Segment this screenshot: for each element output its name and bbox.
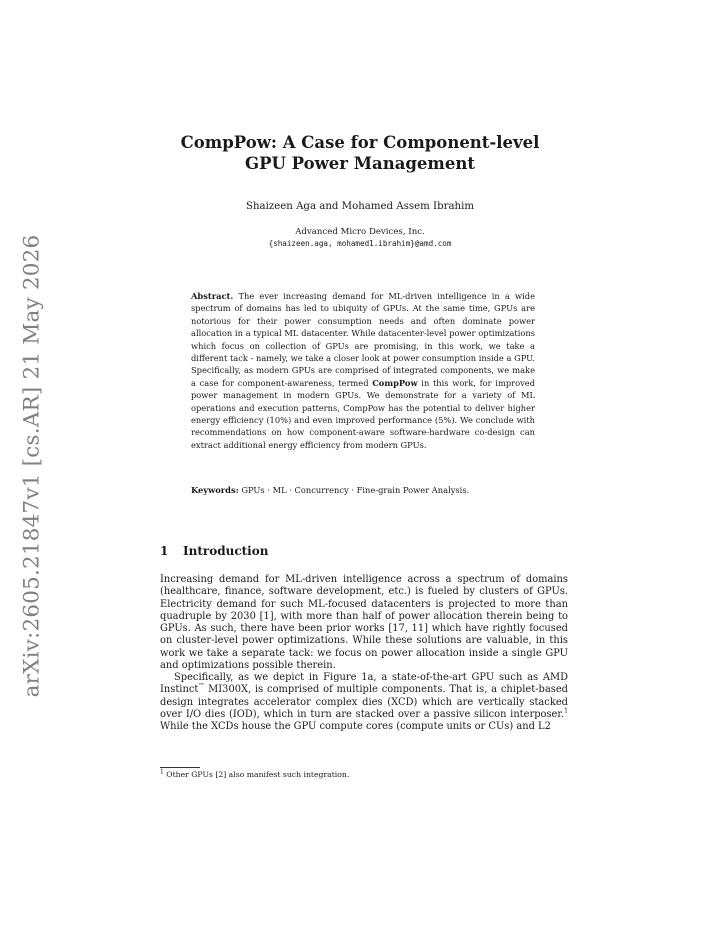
trademark-mark: ™ [198,682,205,690]
keywords-label: Keywords: [191,485,239,495]
abstract-text-before: The ever increasing demand for ML-driven intelligence in a wide spectrum of domains has led to ubiquity of GPUs. At the same time, GPUs are notorious for their power consumption needs and often dominate power allocation in a typical ML datacenter. While datacenter-level power optimizations which focus on collection of GPUs are promising, in this work, we take a different tack - namely, we take a closer look at power consumption inside a GPU. Specifically, as modern GPUs are comprised of integrated components, we make a case for component-awareness, termed [191,291,535,388]
paragraph-2 [160,672,568,733]
paragraph-1: Increasing demand for ML-driven intelligence across a spectrum of domains (healthcare, finance, software development, etc.) is fueled by clusters of GPUs. Electricity demand for such ML-focused datacenters is projected to more than quadruple by 2030 [1], with more than half of power allocation therein being to GPUs. As such, there have been prior works [17, 11] which have rightly focused on cluster-level power optimizations. While these solutions are valuable, in this work we take a separate tack: we focus on power allocation inside a single GPU and optimizations possible therein. [160,574,568,671]
title-line-1: CompPow: A Case for Component-level [180,133,540,152]
arxiv-stamp-text: arXiv:2605.21847v1 [cs.AR] 21 May 2026 [19,234,45,698]
affiliation-block [160,226,560,250]
footnote-ref: 1 [564,707,568,715]
keywords [191,484,535,496]
footnote-mark: 1 [160,768,164,776]
section-title: Introduction [183,544,269,558]
footnote-rule [160,767,200,768]
title-line-2: GPU Power Management [245,154,475,173]
paragraph-2-part-b: MI300X, is comprised of multiple components. That is, a chiplet-based design integrates accelerator complex dies (XCD) which are vertically stacked over I/O dies (IOD), which in turn are stacked over a passive silicon interposer. [160,684,568,720]
author-email: {shaizeen.aga, mohamed1.ibrahim}@amd.com [268,239,452,248]
keywords-text: GPUs · ML · Concurrency · Fine-grain Power Analysis. [241,485,470,495]
footnote-text: Other GPUs [2] also manifest such integration. [166,770,350,779]
paper-title [160,132,560,174]
paragraph-2-part-a: Specifically, as we depict in Figure 1a, a state-of-the-art GPU such as AMD Instinct [160,672,568,696]
section-heading [160,544,268,558]
footnote [160,770,349,779]
author-list: Shaizeen Aga and Mohamed Assem Ibrahim [245,201,475,212]
section-body [160,574,568,733]
abstract [191,290,535,451]
section-number: 1 [160,544,169,558]
abstract-term: CompPow [372,377,418,388]
abstract-text-after: in this work, for improved power management in modern GPUs. We demonstrate for a variety of ML operations and execution patterns, CompPow has the potential to deliver higher energy efficiency (10%) and even improved performance (5%). We conclude with recommendations on how component-aware software-hardware co-design can extract additional energy efficiency from modern GPUs. [191,377,536,450]
paragraph-2-part-c: While the XCDs house the GPU compute cores (compute units or CUs) and L2 [160,721,551,732]
abstract-label: Abstract. [191,291,234,301]
affiliation: Advanced Micro Devices, Inc. [295,227,425,237]
